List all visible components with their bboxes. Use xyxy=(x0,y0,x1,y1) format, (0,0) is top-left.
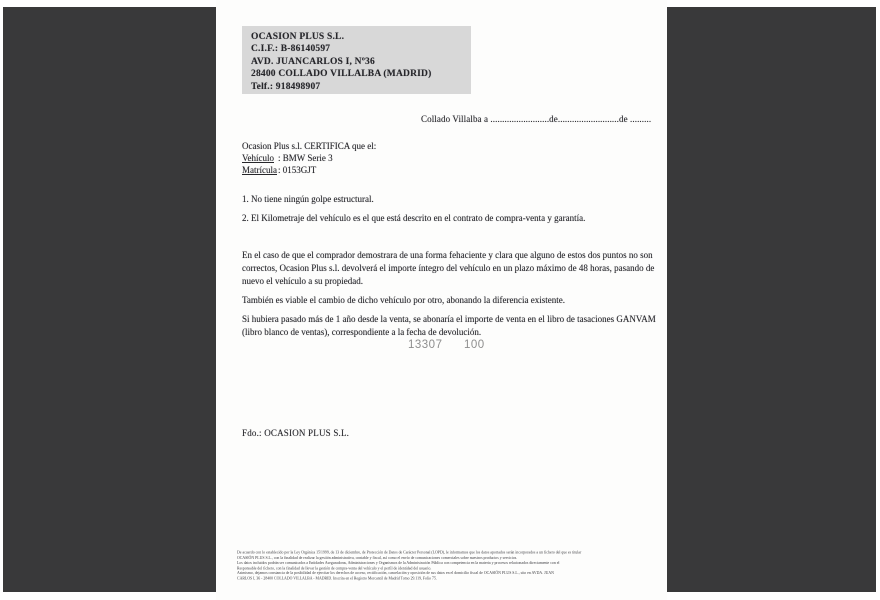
company-address: AVD. JUANCARLOS I, Nº36 xyxy=(251,56,375,67)
fine-print-line: CARLOS I, 36 - 28400 COLLADO VILLALBA - MADRID. Inscrita en el Registro Mercantil de Madrid Tomo 29.119, Folio 75. xyxy=(237,576,437,581)
vehicle-value: : BMW Serie 3 xyxy=(278,153,333,163)
certifies-line: Ocasion Plus s.l. CERTIFICA que el: xyxy=(242,141,377,151)
fine-print-line: Responsable del fichero, con la finalidad de llevar la gestión de compra-venta del vehículo y el perfil de identidad del usuario. xyxy=(237,565,432,571)
company-header-box xyxy=(242,26,471,94)
numbered-points xyxy=(242,194,585,223)
date-line: Collado Villalba a .........................de..........................de ......... xyxy=(421,114,652,124)
vehicle-label: Vehículo xyxy=(242,153,274,163)
fine-print-line: Los datos incluidos podrán ser comunicados a Entidades Aseguradoras, Administraciones y Organismos de la Administración Pública con competencia en la materia y procesos relacionados directamente con el xyxy=(237,560,560,565)
paragraph-refund: En el caso de que el comprador demostrara de una forma fehaciente y clara que alguno de estos dos puntos no son correctos, Ocasion Plus s.l. devolverá el importe íntegro del vehículo en un plazo máximo de 48 horas, pasando de nuevo el vehículo a su propiedad. xyxy=(242,250,655,286)
plate-value: : 0153GJT xyxy=(278,165,317,175)
company-cif: C.I.F.: B-86140597 xyxy=(251,44,331,55)
document-page xyxy=(216,0,667,600)
plate-line xyxy=(242,164,376,176)
company-city: 28400 COLLADO VILLALBA (MADRID) xyxy=(251,69,432,80)
vehicle-line xyxy=(242,152,376,164)
overlay-number-100: 100 xyxy=(464,339,485,351)
point-2: 2. El Kilometraje del vehículo es el que está descrito en el contrato de compra-venta y garantía. xyxy=(242,213,586,223)
point-1: 1. No tiene ningún golpe estructural. xyxy=(242,194,374,204)
fine-print-line: De acuerdo con lo establecido por la Ley Orgánica 15/1999, de 13 de diciembre, de Protección de Datos de Carácter Personal (LOPD), le informamos que los datos aportados serán incorporados a un fichero del que es titular xyxy=(237,550,582,555)
certification-block xyxy=(242,140,376,176)
legal-fine-print xyxy=(237,550,663,582)
left-dark-scan-border xyxy=(3,7,216,592)
signature-line: Fdo.: OCASION PLUS S.L. xyxy=(242,428,350,438)
overlay-number-13307: 13307 xyxy=(408,339,443,351)
right-dark-scan-border xyxy=(667,7,876,592)
fine-print-line: OCASIÓN PLUS S.L., con la finalidad de realizar la gestión administrativa, contable y fiscal, así como el envío de comunicaciones comerciales sobre nuestros productos y servicios. xyxy=(237,555,518,560)
company-name: OCASION PLUS S.L. xyxy=(251,32,345,42)
plate-label: Matrícula xyxy=(242,165,277,175)
paragraph-exchange: También es viable el cambio de dicho vehículo por otro, abonando la diferencia existente. xyxy=(242,295,566,305)
fine-print-line: Asimismo, dejamos constancia de la posibilidad de ejercitar los derechos de acceso, rectificación, cancelación y oposición de sus datos en el domicilio fiscal de OCASIÓN PLUS S.L., sito en AVDA. JUAN xyxy=(237,571,554,576)
paragraph-ganvam: Si hubiera pasado más de 1 año desde la venta, se abonaría el importe de venta en el libro de tasaciones GANVAM (libro blanco de ventas), correspondiente a la fecha de devolución. xyxy=(242,314,656,337)
company-phone: Telf.: 918498907 xyxy=(251,81,321,92)
